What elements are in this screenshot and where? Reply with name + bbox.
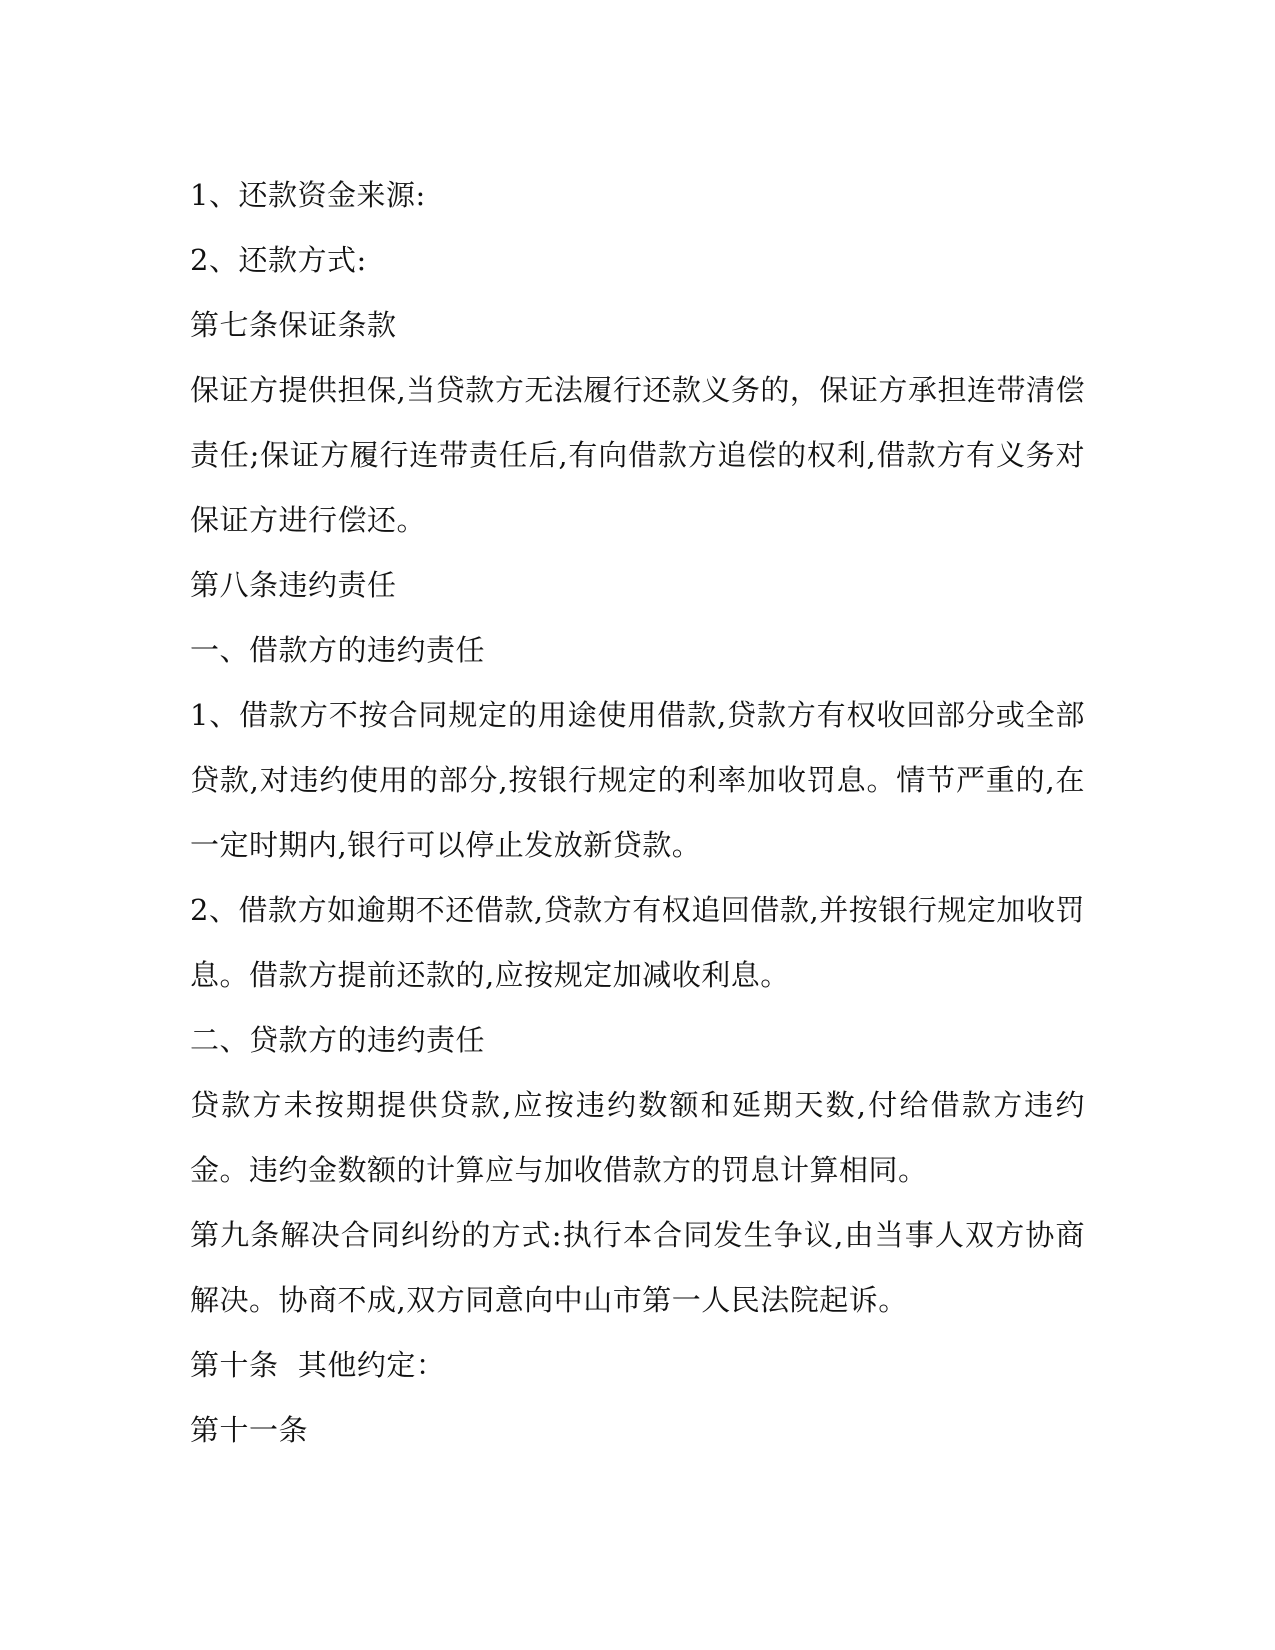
article-9-paragraph: 第九条解决合同纠纷的方式:执行本合同发生争议,由当事人双方协商解决。协商不成,双方同意向中山市第一人民法院起诉。	[190, 1218, 1085, 1317]
borrower-liability-heading: 一、借款方的违约责任	[190, 633, 486, 667]
lender-liability-paragraph: 贷款方未按期提供贷款,应按违约数额和延期天数,付给借款方违约金。违约金数额的计算应与加收借款方的罚息计算相同。	[190, 1088, 1085, 1187]
article-11-line: 第十一条	[190, 1413, 309, 1447]
article-7-heading: 第七条保证条款	[190, 308, 397, 342]
document-body	[190, 163, 1085, 1463]
borrower-liability-item-1: 1、借款方不按合同规定的用途使用借款,贷款方有权收回部分或全部贷款,对违约使用的部分,按银行规定的利率加收罚息。情节严重的,在一定时期内,银行可以停止发放新贷款。	[190, 698, 1085, 862]
article-8-heading: 第八条违约责任	[190, 568, 397, 602]
lender-liability-heading: 二、贷款方的违约责任	[190, 1023, 486, 1057]
article-7-paragraph: 保证方提供担保,当贷款方无法履行还款义务的，保证方承担连带清偿责任;保证方履行连带责任后,有向借款方追偿的权利,借款方有义务对保证方进行偿还。	[190, 373, 1085, 537]
repayment-method-line: 2、还款方式:	[190, 243, 367, 277]
repayment-source-line: 1、还款资金来源:	[190, 178, 426, 212]
article-10-line: 第十条 其他约定：	[190, 1348, 446, 1382]
borrower-liability-item-2: 2、借款方如逾期不还借款,贷款方有权追回借款,并按银行规定加收罚息。借款方提前还款的,应按规定加减收利息。	[190, 893, 1085, 992]
